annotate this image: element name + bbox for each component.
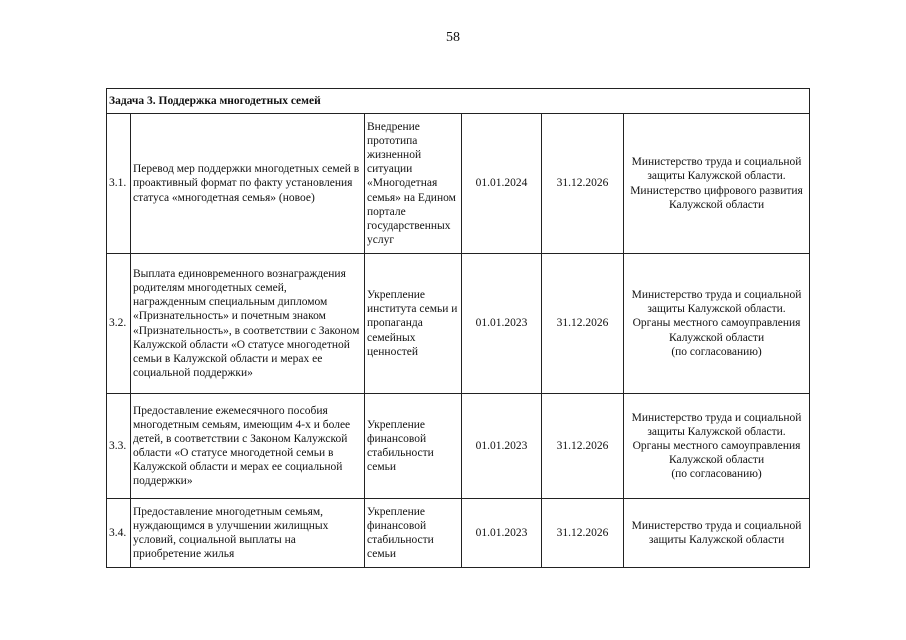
row-number: 3.4. [107,499,131,568]
start-date: 01.01.2023 [462,254,542,394]
responsible-line: Министерство труда и социальной защиты Калужской области. [631,289,802,316]
start-date: 01.01.2023 [462,394,542,499]
table-row [107,499,810,568]
responsible-executors [624,114,810,254]
table-row [107,254,810,394]
row-number: 3.1. [107,114,131,254]
measures-table [106,88,810,568]
measure-name: Предоставление многодетным семьям, нуждающимся в улучшении жилищных условий, социальной выплаты на приобретение жилья [131,499,365,568]
section-title: Задача 3. Поддержка многодетных семей [107,89,810,114]
measure-name: Перевод мер поддержки многодетных семей в проактивный формат по факту установления статуса «многодетная семья» (новое) [131,114,365,254]
responsible-line: Министерство труда и социальной защиты Калужской области. [631,411,802,438]
row-number: 3.3. [107,394,131,499]
responsible-line: Министерство цифрового развития Калужской области [630,184,803,211]
expected-result: Внедрение прототипа жизненной ситуации «Многодетная семья» на Едином портале государственных услуг [365,114,462,254]
end-date: 31.12.2026 [542,114,624,254]
responsible-line: Органы местного самоуправления Калужской области [632,439,801,466]
responsible-executors [624,254,810,394]
table-row [107,114,810,254]
responsible-line: Министерство труда и социальной защиты Калужской области [631,519,802,546]
expected-result: Укрепление финансовой стабильности семьи [365,499,462,568]
measure-name: Предоставление ежемесячного пособия многодетным семьям, имеющим 4-х и более детей, в соответствии с Законом Калужской области «О статусе многодетной семьи в Калужской области и мерах ее социальной поддержки» [131,394,365,499]
responsible-line: Министерство труда и социальной защиты Калужской области. [631,156,802,183]
expected-result: Укрепление финансовой стабильности семьи [365,394,462,499]
section-header-row [107,89,810,114]
end-date: 31.12.2026 [542,394,624,499]
page-number: 58 [446,30,460,45]
end-date: 31.12.2026 [542,499,624,568]
measure-name: Выплата единовременного вознаграждения родителям многодетных семей, награжденным специальным дипломом «Признательность» и почетным знаком «Признательность», в соответствии с Законом Калужской области «О статусе многодетной семьи в Калужской области и мерах ее социальной поддержки» [131,254,365,394]
responsible-executors [624,394,810,499]
table-row [107,394,810,499]
end-date: 31.12.2026 [542,254,624,394]
start-date: 01.01.2024 [462,114,542,254]
expected-result: Укрепление института семьи и пропаганда семейных ценностей [365,254,462,394]
start-date: 01.01.2023 [462,499,542,568]
responsible-line: (по согласованию) [671,468,762,481]
responsible-line: Органы местного самоуправления Калужской области [632,317,801,344]
responsible-executors [624,499,810,568]
row-number: 3.2. [107,254,131,394]
responsible-line: (по согласованию) [671,345,762,358]
